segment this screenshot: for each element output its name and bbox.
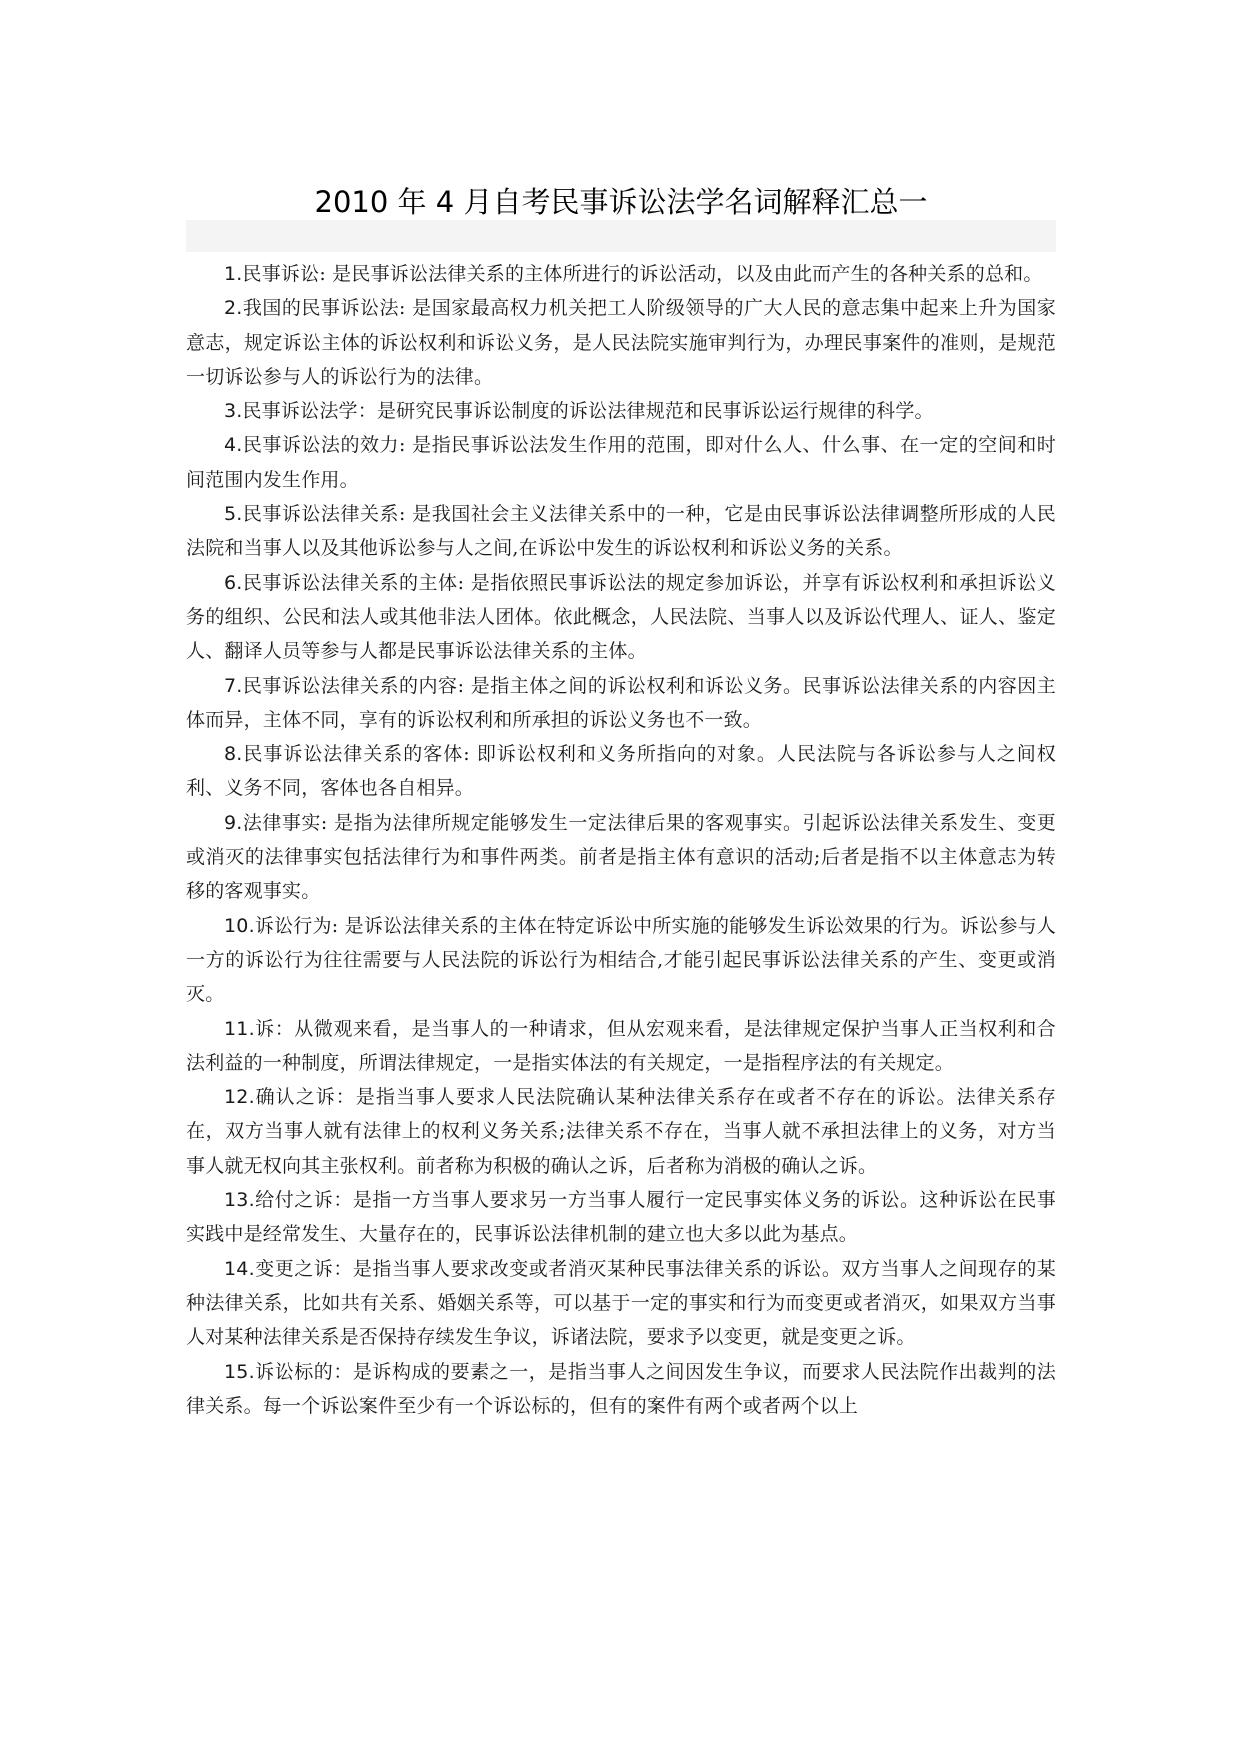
entry-number: 3.: [224, 400, 243, 423]
entry-number: 4.: [224, 434, 243, 457]
entry-paragraph: [186, 669, 1056, 738]
entry-paragraph: [186, 1012, 1056, 1081]
entry-paragraph: [186, 1252, 1056, 1355]
entry-text: 民事诉讼法律关系: 是我国社会主义法律关系中的一种，它是由民事诉讼法律调整所形成的人民法院和当事人以及其他诉讼参与人之间,在诉讼中发生的诉讼权利和诉讼义务的关系。: [186, 503, 1056, 560]
entry-paragraph: [186, 1355, 1056, 1424]
entry-number: 11.: [224, 1017, 255, 1040]
entry-number: 9.: [224, 811, 243, 834]
entry-text: 民事诉讼: 是民事诉讼法律关系的主体所进行的诉讼活动，以及由此而产生的各种关系的总和。: [242, 263, 1043, 285]
entry-number: 6.: [224, 571, 243, 594]
entry-number: 12.: [224, 1086, 255, 1109]
entry-paragraph: [186, 428, 1056, 497]
entry-paragraph: [186, 806, 1056, 909]
entry-number: 10.: [224, 914, 255, 937]
entry-text: 民事诉讼法学：是研究民事诉讼制度的诉讼法律规范和民事诉讼运行规律的科学。: [242, 400, 934, 423]
entry-text: 确认之诉：是指当事人要求人民法院确认某种法律关系存在或者不存在的诉讼。法律关系存在，双方当事人就有法律上的权利义务关系;法律关系不存在，当事人就不承担法律上的义务，对方当事人就无权向其主张权利。前者称为积极的确认之诉，后者称为消极的确认之诉。: [186, 1086, 1056, 1177]
entry-text: 民事诉讼法的效力: 是指民事诉讼法发生作用的范围，即对什么人、什么事、在一定的空间和时间范围内发生作用。: [186, 434, 1056, 491]
article-body: [186, 257, 1056, 1423]
entry-text: 诉：从微观来看，是当事人的一种请求，但从宏观来看，是法律规定保护当事人正当权利和合法利益的一种制度，所谓法律规定，一是指实体法的有关规定，一是指程序法的有关规定。: [186, 1017, 1056, 1074]
entry-number: 1.: [224, 263, 243, 285]
entry-text: 诉讼行为: 是诉讼法律关系的主体在特定诉讼中所实施的能够发生诉讼效果的行为。诉讼参与人一方的诉讼行为往往需要与人民法院的诉讼行为相结合,才能引起民事诉讼法律关系的产生、变更或消灭。: [186, 914, 1056, 1006]
entry-paragraph: [186, 497, 1056, 566]
entry-paragraph: [186, 737, 1056, 806]
entry-text: 我国的民事诉讼法: 是国家最高权力机关把工人阶级领导的广大人民的意志集中起来上升为国家意志，规定诉讼主体的诉讼权利和诉讼义务，是人民法院实施审判行为，办理民事案件的准则，是规范一切诉讼参与人的诉讼行为的法律。: [186, 297, 1056, 388]
entry-number: 15.: [224, 1360, 255, 1383]
header-divider-band: [186, 220, 1056, 252]
page-title: 2010 年 4 月自考民事诉讼法学名词解释汇总一: [314, 185, 928, 219]
entry-text: 民事诉讼法律关系的内容: 是指主体之间的诉讼权利和诉讼义务。民事诉讼法律关系的内容因主体而异，主体不同，享有的诉讼权利和所承担的诉讼义务也不一致。: [186, 674, 1056, 731]
entry-number: 14.: [224, 1257, 255, 1280]
entry-paragraph: [186, 291, 1056, 394]
entry-number: 7.: [224, 674, 243, 697]
entry-text: 法律事实: 是指为法律所规定能够发生一定法律后果的客观事实。引起诉讼法律关系发生、变更或消灭的法律事实包括法律行为和事件两类。前者是指主体有意识的活动;后者是指不以主体意志为转移的客观事实。: [186, 811, 1056, 903]
entry-number: 8.: [224, 743, 243, 766]
entry-text: 民事诉讼法律关系的客体: 即诉讼权利和义务所指向的对象。人民法院与各诉讼参与人之间权利、义务不同，客体也各自相异。: [186, 743, 1056, 800]
entry-text: 变更之诉：是指当事人要求改变或者消灭某种民事法律关系的诉讼。双方当事人之间现存的某种法律关系，比如共有关系、婚姻关系等，可以基于一定的事实和行为而变更或者消灭，如果双方当事人对某种法律关系是否保持存续发生争议，诉诸法院，要求予以变更，就是变更之诉。: [186, 1257, 1056, 1349]
entry-text: 诉讼标的：是诉构成的要素之一，是指当事人之间因发生争议，而要求人民法院作出裁判的法律关系。每一个诉讼案件至少有一个诉讼标的，但有的案件有两个或者两个以上: [186, 1360, 1056, 1417]
entry-number: 5.: [224, 503, 243, 526]
entry-paragraph: [186, 1080, 1056, 1183]
entry-text: 给付之诉：是指一方当事人要求另一方当事人履行一定民事实体义务的诉讼。这种诉讼在民事实践中是经常发生、大量存在的，民事诉讼法律机制的建立也大多以此为基点。: [186, 1189, 1056, 1246]
entry-number: 2.: [224, 297, 243, 320]
entry-paragraph: [186, 394, 1056, 428]
entry-paragraph: [186, 909, 1056, 1012]
entry-paragraph: [186, 1183, 1056, 1252]
entry-number: 13.: [224, 1189, 255, 1212]
entry-paragraph: [186, 257, 1056, 291]
entry-paragraph: [186, 566, 1056, 669]
entry-text: 民事诉讼法律关系的主体: 是指依照民事诉讼法的规定参加诉讼，并享有诉讼权利和承担诉讼义务的组织、公民和法人或其他非法人团体。依此概念，人民法院、当事人以及诉讼代理人、证人、鉴定人、翻译人员等参与人都是民事诉讼法律关系的主体。: [186, 571, 1056, 663]
